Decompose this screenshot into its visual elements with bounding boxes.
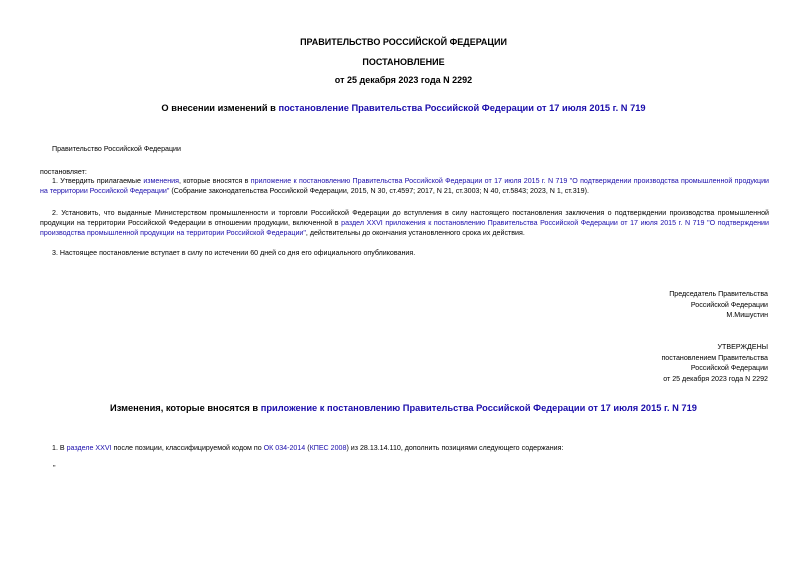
approval-date: от 25 декабря 2023 года N 2292 <box>663 374 768 383</box>
issuer-text: Правительство Российской Федерации <box>52 145 181 153</box>
changes-title <box>0 403 807 413</box>
paragraph-3: 3. Настоящее постановление вступает в силу по истечении 60 дней со дня его официального опубликования. <box>52 249 416 257</box>
resolution-719-link[interactable]: постановление Правительства Российской Федерации от 17 июля 2015 г. N 719 <box>278 103 646 113</box>
signature-position: Председатель Правительства <box>669 290 768 298</box>
changes-appendix-link[interactable]: приложение к постановлению Правительства Российской Федерации от 17 июля 2015 г. N 719 <box>260 403 697 413</box>
appendix-719-link[interactable]: приложение к постановлению Правительства Российской Федерации от 17 июля 2015 г. N 719 "О подтверждении производства промышленной продукции на территории Российской Федерации" <box>40 177 770 195</box>
signature-block <box>669 289 768 321</box>
paragraph-2 <box>40 208 769 238</box>
approval-line-2: постановлением Правительства <box>661 353 768 362</box>
document-title <box>0 103 807 113</box>
paragraph-1 <box>40 176 769 196</box>
paragraph-2-text-a: 2. Установить, что выданные Министерством промышленности и торговли Российской Федерации до вступления в силу настоящего постановления заключения о подтверждении производства промышленной продукции на территории Российской Федерации в отношении продукции, включенной в <box>40 209 769 227</box>
resolves-text: постановляет: <box>40 168 87 176</box>
opening-quote: " <box>53 464 56 472</box>
signature-name: М.Мишустин <box>726 311 768 319</box>
section-xxvi-link[interactable]: раздел XXVI приложения к постановлению Правительства Российской Федерации от 17 июля 2015 г. N 719 "О подтверждении производства промышленной продукции на территории Российской Федерации" <box>40 219 769 237</box>
changes-title-prefix: Изменения, которые вносятся в <box>110 403 261 413</box>
item-1-text-c: ( <box>305 444 310 452</box>
item-1-text-d: ) из 28.13.14.110, дополнить позициями следующего содержания: <box>346 444 564 452</box>
paragraph-2-text-b: , действительны до окончания установленного срока их действия. <box>305 229 525 237</box>
paragraph-1-text-b: , которые вносятся в <box>178 177 251 185</box>
item-1-text-a: 1. В <box>52 444 67 452</box>
approval-block <box>661 342 768 384</box>
ok-034-2014-link[interactable]: ОК 034-2014 <box>263 444 306 452</box>
paragraph-1-text-c: (Собрание законодательства Российской Федерации, 2015, N 30, ст.4597; 2017, N 21, ст.3003; N 40, ст.5843; 2023, N 1, ст.319). <box>169 187 589 195</box>
document-type: ПОСТАНОВЛЕНИЕ <box>362 57 445 67</box>
approval-label: УТВЕРЖДЕНЫ <box>717 343 768 351</box>
signature-org: Российской Федерации <box>690 300 768 309</box>
item-1 <box>52 443 563 453</box>
item-1-text-b: после позиции, классифицируемой кодом по <box>111 444 264 452</box>
section-xxvi-ref-link[interactable]: разделе XXVI <box>66 444 112 452</box>
document-date-number: от 25 декабря 2023 года N 2292 <box>334 75 473 85</box>
paragraph-1-text-a: 1. Утвердить прилагаемые <box>52 177 144 185</box>
document-title-prefix: О внесении изменений в <box>161 103 279 113</box>
kpes-2008-link[interactable]: КПЕС 2008 <box>309 444 347 452</box>
government-heading: ПРАВИТЕЛЬСТВО РОССИЙСКОЙ ФЕДЕРАЦИИ <box>300 37 507 47</box>
approval-line-3: Российской Федерации <box>690 364 768 372</box>
changes-link[interactable]: изменения <box>143 177 179 185</box>
